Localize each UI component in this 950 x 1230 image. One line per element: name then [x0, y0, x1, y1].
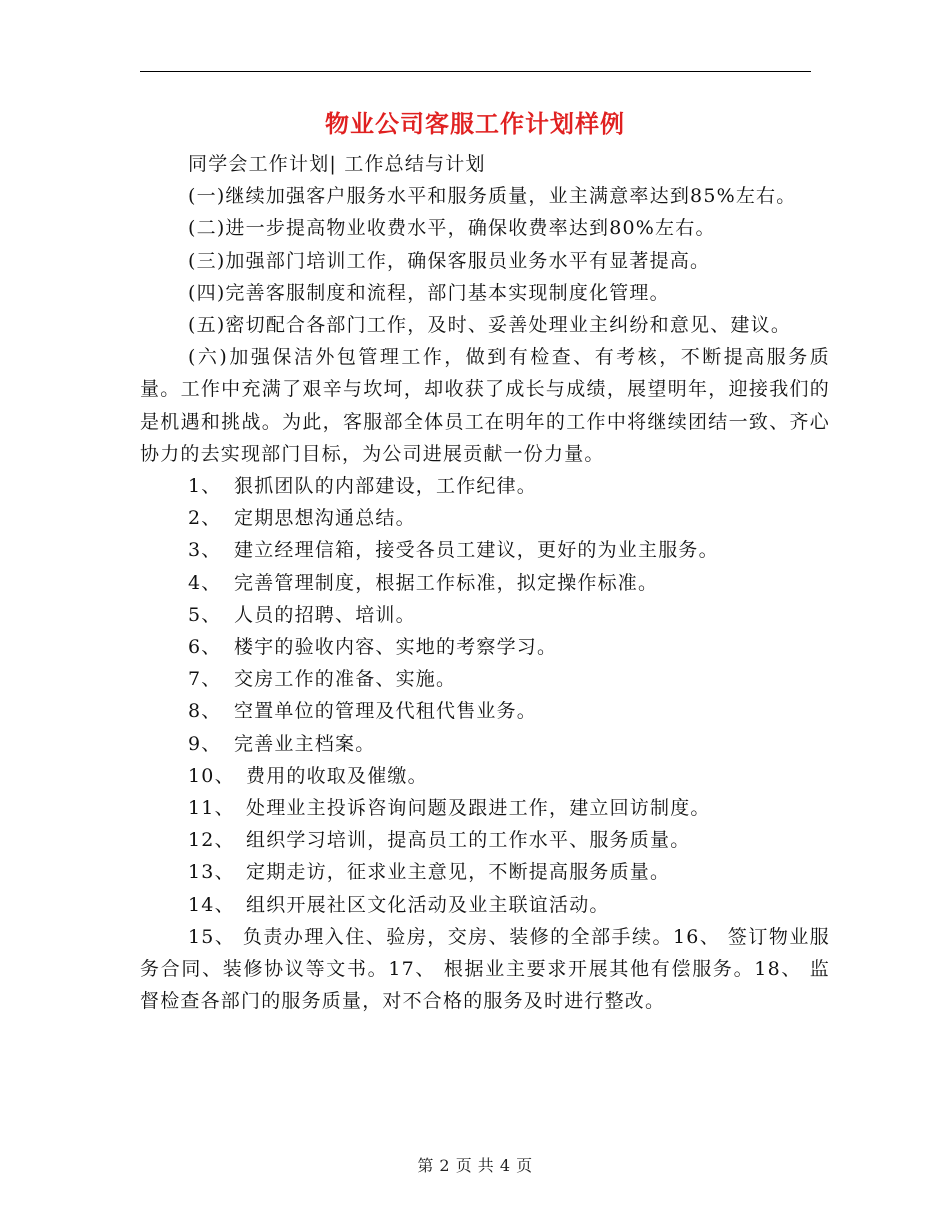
task-number: 8、 — [188, 700, 222, 723]
goal-item: (六)加强保洁外包管理工作，做到有检查、有考核，不断提高服务质量。工作中充满了艰辛与坎坷，却收获了成长与成绩，展望明年，迎接我们的是机遇和挑战。为此，客服部全体员工在明年的工作中将继续团结一致、齐心协力的去实现部门目标，为公司进展贡献一份力量。 — [140, 346, 830, 465]
task-number: 11、 — [188, 797, 235, 820]
task-item — [140, 889, 830, 921]
task-text: 定期思想沟通总结。 — [234, 507, 416, 530]
closing-paragraph: 15、 负责办理入住、验房，交房、装修的全部手续。16、 签订物业服务合同、装修协议等文书。17、 根据业主要求开展其他有偿服务。18、 监督检查各部门的服务质量，对不合格的服务及时进行整改。 — [140, 925, 830, 1013]
task-item — [140, 470, 830, 502]
task-text: 交房工作的准备、实施。 — [234, 668, 457, 691]
task-item — [140, 792, 830, 824]
task-item — [140, 728, 830, 760]
header-rule — [140, 71, 811, 72]
task-text: 费用的收取及催缴。 — [246, 764, 428, 787]
goal-item: (五)密切配合各部门工作，及时、妥善处理业主纠纷和意见、建议。 — [188, 314, 792, 337]
task-number: 4、 — [188, 571, 222, 594]
task-number: 10、 — [188, 764, 235, 787]
task-number: 2、 — [188, 507, 222, 530]
task-number: 14、 — [188, 893, 235, 916]
task-number: 1、 — [188, 475, 222, 498]
subtitle-line: 同学会工作计划| 工作总结与计划 — [188, 153, 486, 175]
task-number: 6、 — [188, 636, 222, 659]
task-number: 3、 — [188, 539, 222, 562]
task-text: 完善业主档案。 — [234, 732, 376, 755]
task-number: 9、 — [188, 732, 222, 755]
task-text: 组织学习培训，提高员工的工作水平、服务质量。 — [246, 829, 691, 852]
task-number: 7、 — [188, 668, 222, 691]
task-text: 完善管理制度，根据工作标准，拟定操作标准。 — [234, 571, 659, 594]
page-number: 第 2 页 共 4 页 — [417, 1156, 533, 1175]
task-item — [140, 695, 830, 727]
task-item — [140, 631, 830, 663]
task-text: 处理业主投诉咨询问题及跟进工作，建立回访制度。 — [246, 797, 711, 820]
task-item — [140, 599, 830, 631]
task-item — [140, 567, 830, 599]
task-item — [140, 502, 830, 534]
goal-item: (一)继续加强客户服务水平和服务质量，业主满意率达到85%左右。 — [188, 185, 797, 208]
goal-item: (四)完善客服制度和流程，部门基本实现制度化管理。 — [188, 281, 670, 304]
task-text: 人员的招聘、培训。 — [234, 603, 416, 626]
goal-item: (二)进一步提高物业收费水平，确保收费率达到80%左右。 — [188, 217, 716, 240]
task-item — [140, 534, 830, 566]
task-text: 狠抓团队的内部建设，工作纪律。 — [234, 475, 538, 498]
document-title: 物业公司客服工作计划样例 — [325, 109, 625, 138]
task-text: 定期走访，征求业主意见，不断提高服务质量。 — [246, 861, 671, 884]
goal-item: (三)加强部门培训工作，确保客服员业务水平有显著提高。 — [188, 249, 711, 272]
task-number: 5、 — [188, 603, 222, 626]
task-number: 13、 — [188, 861, 235, 884]
task-number: 12、 — [188, 829, 235, 852]
document-body — [140, 148, 830, 1017]
task-text: 组织开展社区文化活动及业主联谊活动。 — [246, 893, 610, 916]
task-item — [140, 824, 830, 856]
task-item — [140, 856, 830, 888]
task-text: 空置单位的管理及代租代售业务。 — [234, 700, 538, 723]
task-item — [140, 760, 830, 792]
task-text: 楼宇的验收内容、实地的考察学习。 — [234, 636, 558, 659]
task-text: 建立经理信箱，接受各员工建议，更好的为业主服务。 — [234, 539, 719, 562]
task-item — [140, 663, 830, 695]
